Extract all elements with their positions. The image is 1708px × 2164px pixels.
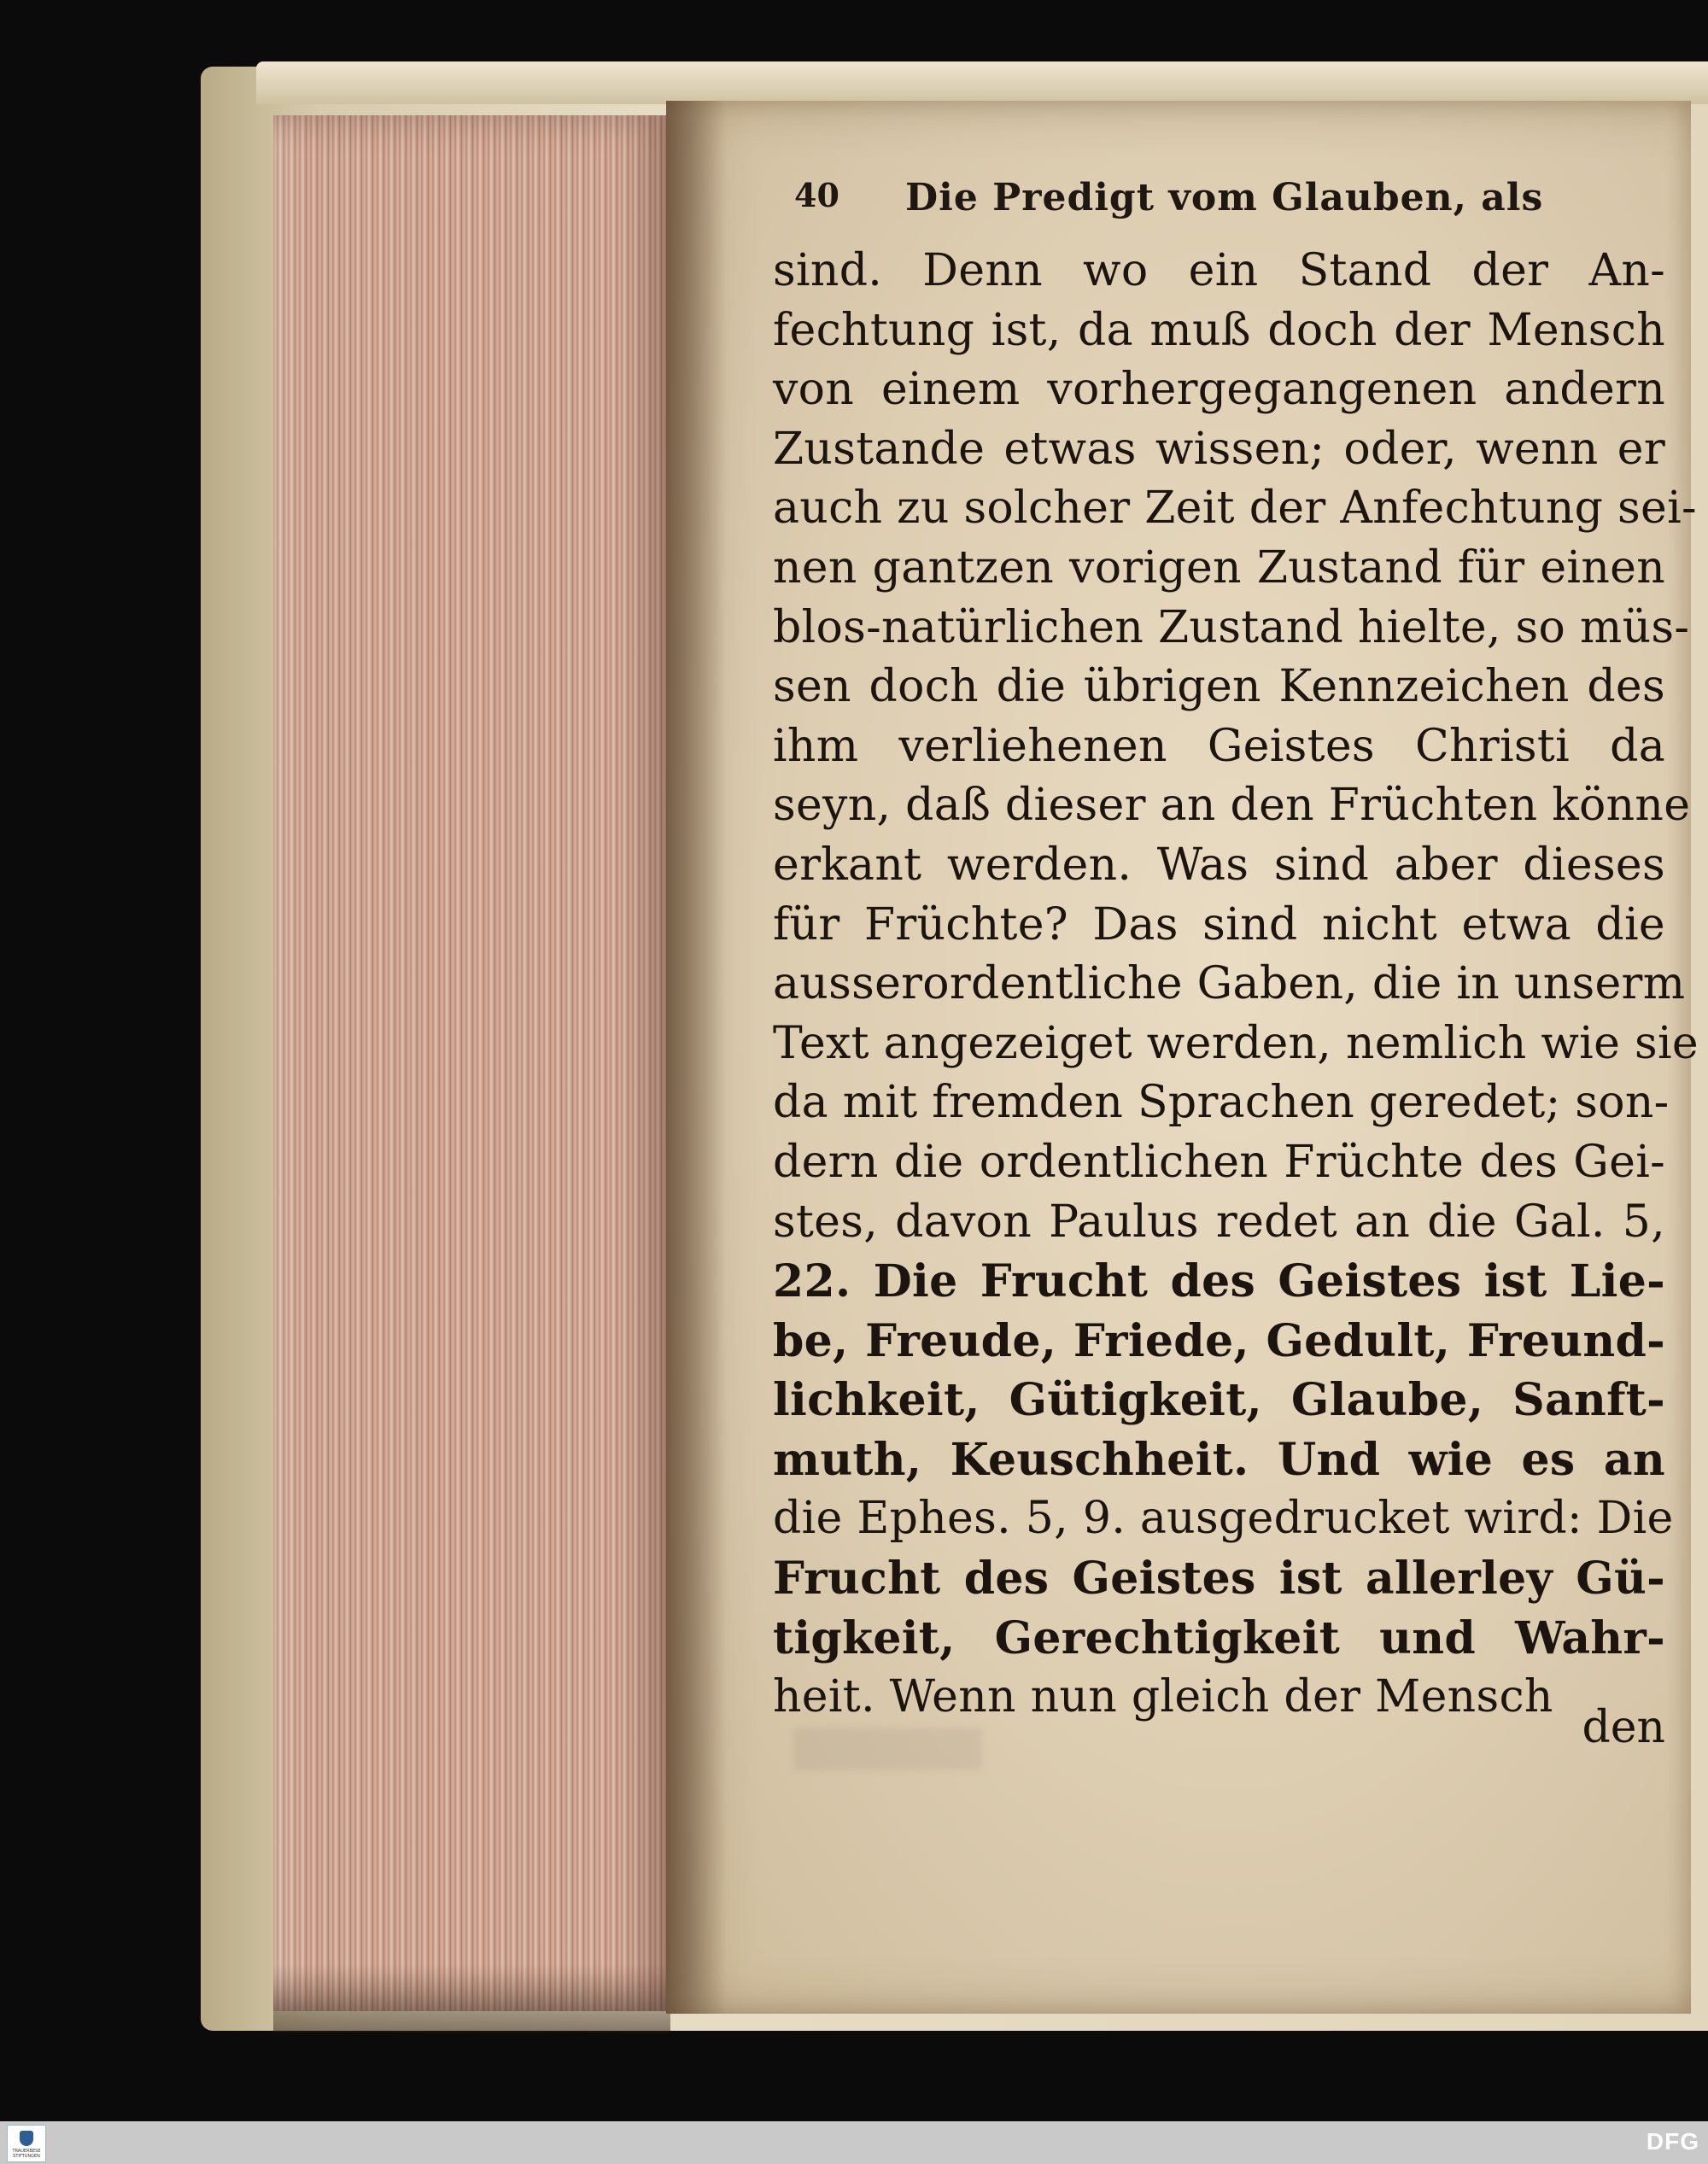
text-line: für Früchte? Das sind nicht etwa die [773,898,1665,950]
text-line: da mit fremden Sprachen geredet; son- [773,1077,1670,1129]
text-line: sen doch die übrigen Kennzeichen des [773,661,1665,713]
text-line: lichkeit, Gütigkeit, Glaube, Sanft- [773,1374,1665,1427]
library-logo [7,2125,46,2162]
text-line: seyn, daß dieser an den Früchten könne [773,780,1691,832]
running-title: Die Predigt vom Glauben, als [905,176,1544,219]
library-logo-text: TRAUERBESE STIFTUNGEN [12,2149,41,2159]
text-line: muth, Keuschheit. Und wie es an [773,1433,1665,1486]
text-line: sind. Denn wo ein Stand der An- [773,245,1665,296]
text-line: Text angezeiget werden, nemlich wie sie [773,1017,1699,1069]
text-line: die Ephes. 5, 9. ausgedrucket wird: Die [773,1493,1674,1545]
text-line: stes, davon Paulus redet an die Gal. 5, [773,1196,1665,1248]
book-page [666,101,1699,2014]
text-line: 22. Die Frucht des Geistes ist Lie- [773,1255,1665,1308]
page-block-edge [273,115,670,2011]
page-number: 40 [794,176,839,214]
page-block-shadow [273,1964,670,2032]
text-line: dern die ordentlichen Früchte des Gei- [773,1136,1665,1188]
text-line: blos-natürlichen Zustand hielte, so müs- [773,601,1690,653]
text-line: ausserordentliche Gaben, die in unserm [773,958,1686,1010]
book-cover-top [256,61,1708,104]
text-line: auch zu solcher Zeit der Anfechtung sei- [773,483,1697,535]
dfg-logo: DFG [1646,2128,1699,2155]
shield-icon [20,2131,33,2146]
text-line: von einem vorhergegangenen andern [773,364,1665,416]
page-gutter-shadow [666,101,726,2014]
show-through [794,1728,982,1770]
text-line: Zustande etwas wissen; oder, wenn er [773,423,1665,475]
text-line: ihm verliehenen Geistes Christi da [773,720,1665,772]
text-line: tigkeit, Gerechtigkeit und Wahr- [773,1611,1665,1664]
footer-bar [0,2121,1708,2164]
body-text [773,242,1699,1728]
text-line: heit. Wenn nun gleich der Mensch [773,1671,1553,1723]
text-line: erkant werden. Was sind aber dieses [773,839,1665,891]
page-header [794,176,1665,236]
text-line: nen gantzen vorigen Zustand für einen [773,541,1665,594]
text-line: be, Freude, Friede, Gedult, Freund- [773,1314,1665,1367]
text-line: fechtung ist, da muß doch der Mensch [773,304,1665,356]
catchword: den [1582,1702,1665,1753]
text-line: Frucht des Geistes ist allerley Gü- [773,1553,1665,1605]
